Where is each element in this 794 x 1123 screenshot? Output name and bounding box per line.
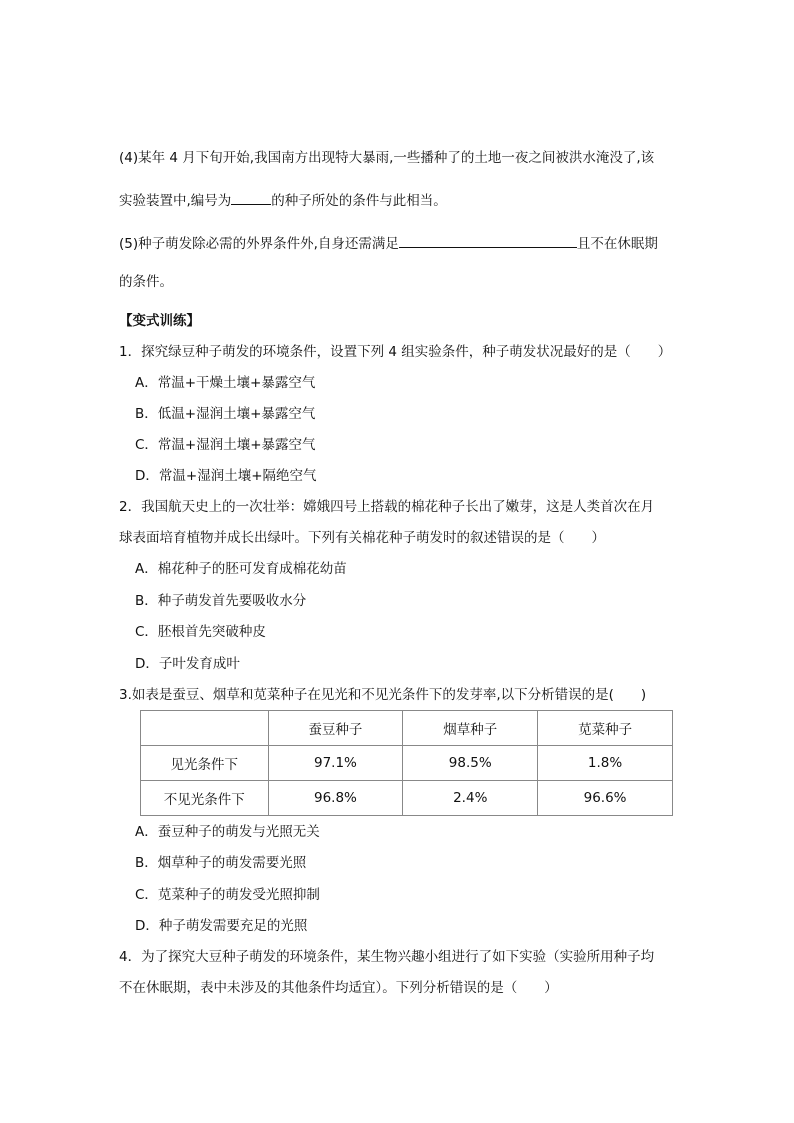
q2-option-a: A．棉花种子的胚可发育成棉花幼苗 bbox=[135, 561, 347, 577]
q2-stem-line-2: 球表面培育植物并成长出绿叶。下列有关棉花种子萌发时的叙述错误的是（ ） bbox=[119, 530, 605, 546]
table-cell: 97.1% bbox=[268, 746, 403, 781]
answer-blank bbox=[399, 233, 577, 248]
table-header-cell: 蚕豆种子 bbox=[268, 711, 403, 746]
table-cell: 见光条件下 bbox=[141, 746, 269, 781]
q5-part-line-1 bbox=[119, 233, 658, 253]
q5-part-line-1-post: 且不在休眠期 bbox=[576, 236, 658, 252]
q2-stem-line-1: 2．我国航天史上的一次壮举：嫦娥四号上搭载的棉花种子长出了嫩芽，这是人类首次在月 bbox=[119, 499, 655, 515]
q1-option-c: C．常温+湿润土壤+暴露空气 bbox=[135, 437, 316, 453]
answer-blank bbox=[231, 190, 271, 205]
q4-part-line-1: (4)某年 4 月下旬开始,我国南方出现特大暴雨,一些播种了的土地一夜之间被洪水淹没了,该 bbox=[119, 150, 655, 166]
q1-stem: 1．探究绿豆种子萌发的环境条件，设置下列 4 组实验条件，种子萌发状况最好的是（ ） bbox=[119, 344, 672, 360]
q3-option-c: C．苋菜种子的萌发受光照抑制 bbox=[135, 887, 320, 903]
q5-part-line-1-pre: (5)种子萌发除必需的外界条件外,自身还需满足 bbox=[119, 236, 399, 252]
table-cell: 不见光条件下 bbox=[141, 781, 269, 816]
q3-option-a: A．蚕豆种子的萌发与光照无关 bbox=[135, 824, 320, 840]
q2-option-d: D．子叶发育成叶 bbox=[135, 656, 240, 672]
table-header-cell: 烟草种子 bbox=[403, 711, 538, 746]
q2-option-c: C．胚根首先突破种皮 bbox=[135, 624, 266, 640]
germination-rate-table bbox=[140, 710, 673, 816]
q1-option-b: B．低温+湿润土壤+暴露空气 bbox=[135, 406, 316, 422]
q4-part-line-2-pre: 实验装置中,编号为 bbox=[119, 193, 232, 209]
section-title: 【变式训练】 bbox=[119, 313, 200, 329]
q3-option-b: B．烟草种子的萌发需要光照 bbox=[135, 855, 307, 871]
table-cell: 1.8% bbox=[538, 746, 673, 781]
q4-stem-line-1: 4．为了探究大豆种子萌发的环境条件，某生物兴趣小组进行了如下实验（实验所用种子均 bbox=[119, 949, 655, 965]
q4-part-line-2-post: 的种子所处的条件与此相当。 bbox=[271, 193, 447, 209]
table-cell: 2.4% bbox=[403, 781, 538, 816]
table-row bbox=[141, 781, 673, 816]
q1-option-a: A．常温+干燥土壤+暴露空气 bbox=[135, 375, 316, 391]
table-header-cell: 苋菜种子 bbox=[538, 711, 673, 746]
table-cell: 96.6% bbox=[538, 781, 673, 816]
table-header-row bbox=[141, 711, 673, 746]
q4-stem-line-2: 不在休眠期，表中未涉及的其他条件均适宜）。下列分析错误的是（ ） bbox=[119, 980, 558, 996]
q4-part-line-2 bbox=[119, 190, 447, 210]
q1-option-d: D．常温+湿润土壤+隔绝空气 bbox=[135, 468, 317, 484]
q3-stem: 3.如表是蚕豆、烟草和苋菜种子在见光和不见光条件下的发芽率,以下分析错误的是( ) bbox=[119, 687, 647, 703]
table-cell: 96.8% bbox=[268, 781, 403, 816]
q5-part-line-2: 的条件。 bbox=[119, 274, 173, 290]
table-cell: 98.5% bbox=[403, 746, 538, 781]
q3-option-d: D．种子萌发需要充足的光照 bbox=[135, 918, 308, 934]
table-row bbox=[141, 746, 673, 781]
q2-option-b: B．种子萌发首先要吸收水分 bbox=[135, 593, 307, 609]
table-header-cell bbox=[141, 711, 269, 746]
